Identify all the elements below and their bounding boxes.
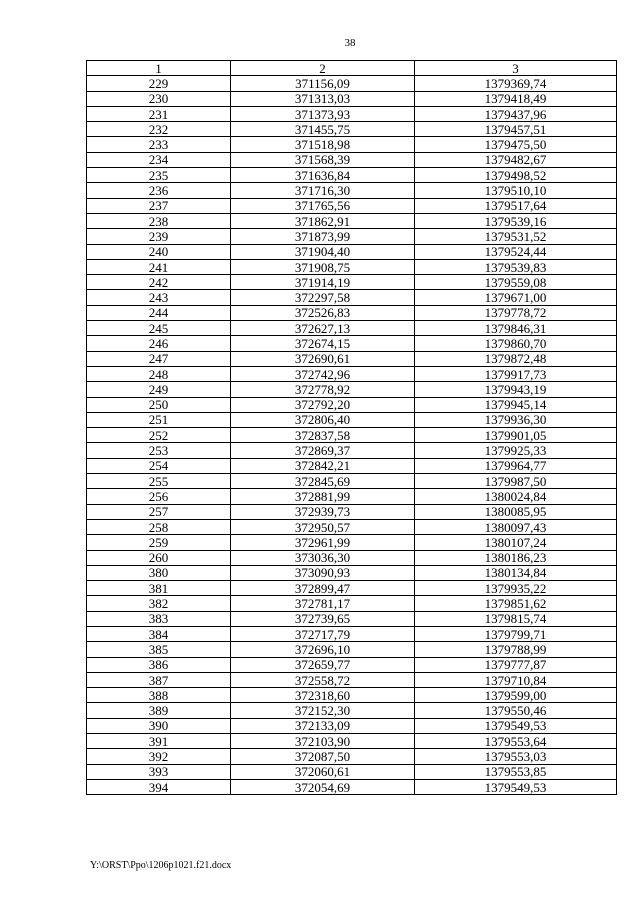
y-coordinate-cell: 1379945,14 — [415, 397, 617, 412]
table-row — [87, 504, 617, 519]
column-header-1: 1 — [87, 61, 231, 76]
point-number-cell: 259 — [87, 535, 231, 550]
x-coordinate-cell: 371455,75 — [231, 122, 415, 137]
table-row — [87, 657, 617, 672]
y-coordinate-cell: 1379531,52 — [415, 229, 617, 244]
point-number-cell: 233 — [87, 137, 231, 152]
y-coordinate-cell: 1379964,77 — [415, 458, 617, 473]
y-coordinate-cell: 1379549,53 — [415, 779, 617, 794]
y-coordinate-cell: 1379553,85 — [415, 764, 617, 779]
point-number-cell: 237 — [87, 198, 231, 213]
y-coordinate-cell: 1379777,87 — [415, 657, 617, 672]
y-coordinate-cell: 1380134,84 — [415, 565, 617, 580]
y-coordinate-cell: 1379778,72 — [415, 305, 617, 320]
table-row — [87, 106, 617, 121]
point-number-cell: 246 — [87, 336, 231, 351]
y-coordinate-cell: 1379788,99 — [415, 642, 617, 657]
table-row — [87, 519, 617, 534]
table-row — [87, 734, 617, 749]
x-coordinate-cell: 372717,79 — [231, 626, 415, 641]
x-coordinate-cell: 372690,61 — [231, 351, 415, 366]
table-row — [87, 382, 617, 397]
table-row — [87, 397, 617, 412]
y-coordinate-cell: 1379872,48 — [415, 351, 617, 366]
point-number-cell: 260 — [87, 550, 231, 565]
point-number-cell: 240 — [87, 244, 231, 259]
x-coordinate-cell: 373036,30 — [231, 550, 415, 565]
point-number-cell: 257 — [87, 504, 231, 519]
y-coordinate-cell: 1379549,53 — [415, 718, 617, 733]
point-number-cell: 234 — [87, 152, 231, 167]
table-row — [87, 458, 617, 473]
y-coordinate-cell: 1379901,05 — [415, 428, 617, 443]
column-header-2: 2 — [231, 61, 415, 76]
point-number-cell: 251 — [87, 412, 231, 427]
y-coordinate-cell: 1379599,00 — [415, 688, 617, 703]
y-coordinate-cell: 1379457,51 — [415, 122, 617, 137]
x-coordinate-cell: 372842,21 — [231, 458, 415, 473]
point-number-cell: 242 — [87, 275, 231, 290]
y-coordinate-cell: 1379846,31 — [415, 321, 617, 336]
table-row — [87, 688, 617, 703]
y-coordinate-cell: 1379917,73 — [415, 366, 617, 381]
x-coordinate-cell: 372659,77 — [231, 657, 415, 672]
table-row — [87, 91, 617, 106]
point-number-cell: 229 — [87, 76, 231, 91]
table-row — [87, 183, 617, 198]
point-number-cell: 230 — [87, 91, 231, 106]
table-row — [87, 565, 617, 580]
x-coordinate-cell: 372778,92 — [231, 382, 415, 397]
point-number-cell: 254 — [87, 458, 231, 473]
x-coordinate-cell: 371914,19 — [231, 275, 415, 290]
x-coordinate-cell: 371636,84 — [231, 168, 415, 183]
point-number-cell: 381 — [87, 581, 231, 596]
x-coordinate-cell: 372845,69 — [231, 474, 415, 489]
table-row — [87, 672, 617, 687]
table-row — [87, 321, 617, 336]
y-coordinate-cell: 1379510,10 — [415, 183, 617, 198]
y-coordinate-cell: 1379369,74 — [415, 76, 617, 91]
y-coordinate-cell: 1379851,62 — [415, 596, 617, 611]
y-coordinate-cell: 1380107,24 — [415, 535, 617, 550]
table-row — [87, 168, 617, 183]
point-number-cell: 241 — [87, 259, 231, 274]
table-row — [87, 76, 617, 91]
table-row — [87, 718, 617, 733]
point-number-cell: 394 — [87, 779, 231, 794]
table-row — [87, 366, 617, 381]
point-number-cell: 244 — [87, 305, 231, 320]
table-header — [87, 61, 617, 76]
table-row — [87, 596, 617, 611]
table-row — [87, 290, 617, 305]
table-row — [87, 703, 617, 718]
y-coordinate-cell: 1379671,00 — [415, 290, 617, 305]
table-row — [87, 229, 617, 244]
point-number-cell: 382 — [87, 596, 231, 611]
table-row — [87, 137, 617, 152]
table-row — [87, 152, 617, 167]
y-coordinate-cell: 1379987,50 — [415, 474, 617, 489]
x-coordinate-cell: 371313,03 — [231, 91, 415, 106]
table-body — [87, 76, 617, 795]
x-coordinate-cell: 372950,57 — [231, 519, 415, 534]
x-coordinate-cell: 371908,75 — [231, 259, 415, 274]
table-row — [87, 535, 617, 550]
x-coordinate-cell: 371156,09 — [231, 76, 415, 91]
x-coordinate-cell: 372103,90 — [231, 734, 415, 749]
point-number-cell: 386 — [87, 657, 231, 672]
table-row — [87, 749, 617, 764]
y-coordinate-cell: 1379539,83 — [415, 259, 617, 274]
x-coordinate-cell: 371862,91 — [231, 213, 415, 228]
footer-file-path: Y:\ORST\Ppo\1206p1021.f21.docx — [90, 860, 232, 871]
point-number-cell: 387 — [87, 672, 231, 687]
point-number-cell: 243 — [87, 290, 231, 305]
point-number-cell: 383 — [87, 611, 231, 626]
y-coordinate-cell: 1380024,84 — [415, 489, 617, 504]
y-coordinate-cell: 1379559,08 — [415, 275, 617, 290]
y-coordinate-cell: 1380085,95 — [415, 504, 617, 519]
table-row — [87, 443, 617, 458]
table-row — [87, 305, 617, 320]
x-coordinate-cell: 372087,50 — [231, 749, 415, 764]
y-coordinate-cell: 1379475,50 — [415, 137, 617, 152]
y-coordinate-cell: 1379925,33 — [415, 443, 617, 458]
x-coordinate-cell: 372297,58 — [231, 290, 415, 305]
x-coordinate-cell: 372627,13 — [231, 321, 415, 336]
x-coordinate-cell: 372526,83 — [231, 305, 415, 320]
x-coordinate-cell: 372881,99 — [231, 489, 415, 504]
coordinates-table — [86, 60, 617, 795]
x-coordinate-cell: 372133,09 — [231, 718, 415, 733]
x-coordinate-cell: 372806,40 — [231, 412, 415, 427]
x-coordinate-cell: 372869,37 — [231, 443, 415, 458]
table-row — [87, 336, 617, 351]
point-number-cell: 236 — [87, 183, 231, 198]
table-row — [87, 626, 617, 641]
x-coordinate-cell: 372054,69 — [231, 779, 415, 794]
point-number-cell: 258 — [87, 519, 231, 534]
y-coordinate-cell: 1379943,19 — [415, 382, 617, 397]
point-number-cell: 235 — [87, 168, 231, 183]
x-coordinate-cell: 371873,99 — [231, 229, 415, 244]
table-row — [87, 122, 617, 137]
table-row — [87, 581, 617, 596]
point-number-cell: 232 — [87, 122, 231, 137]
table-row — [87, 642, 617, 657]
x-coordinate-cell: 371568,39 — [231, 152, 415, 167]
x-coordinate-cell: 372961,99 — [231, 535, 415, 550]
y-coordinate-cell: 1379418,49 — [415, 91, 617, 106]
point-number-cell: 391 — [87, 734, 231, 749]
point-number-cell: 393 — [87, 764, 231, 779]
table-header-row — [87, 61, 617, 76]
y-coordinate-cell: 1379550,46 — [415, 703, 617, 718]
table-row — [87, 198, 617, 213]
y-coordinate-cell: 1379517,64 — [415, 198, 617, 213]
x-coordinate-cell: 372674,15 — [231, 336, 415, 351]
y-coordinate-cell: 1379936,30 — [415, 412, 617, 427]
x-coordinate-cell: 372742,96 — [231, 366, 415, 381]
y-coordinate-cell: 1379498,52 — [415, 168, 617, 183]
table-row — [87, 550, 617, 565]
table-row — [87, 213, 617, 228]
point-number-cell: 247 — [87, 351, 231, 366]
y-coordinate-cell: 1379553,64 — [415, 734, 617, 749]
x-coordinate-cell: 372792,20 — [231, 397, 415, 412]
table-row — [87, 764, 617, 779]
point-number-cell: 248 — [87, 366, 231, 381]
point-number-cell: 231 — [87, 106, 231, 121]
table-row — [87, 611, 617, 626]
point-number-cell: 255 — [87, 474, 231, 489]
table-row — [87, 779, 617, 794]
y-coordinate-cell: 1379815,74 — [415, 611, 617, 626]
table-row — [87, 474, 617, 489]
point-number-cell: 245 — [87, 321, 231, 336]
page-number: 38 — [344, 37, 356, 49]
y-coordinate-cell: 1380097,43 — [415, 519, 617, 534]
point-number-cell: 256 — [87, 489, 231, 504]
table-row — [87, 351, 617, 366]
x-coordinate-cell: 372558,72 — [231, 672, 415, 687]
x-coordinate-cell: 372739,65 — [231, 611, 415, 626]
table-row — [87, 275, 617, 290]
x-coordinate-cell: 373090,93 — [231, 565, 415, 580]
x-coordinate-cell: 372318,60 — [231, 688, 415, 703]
y-coordinate-cell: 1379799,71 — [415, 626, 617, 641]
y-coordinate-cell: 1379860,70 — [415, 336, 617, 351]
x-coordinate-cell: 371518,98 — [231, 137, 415, 152]
x-coordinate-cell: 372781,17 — [231, 596, 415, 611]
point-number-cell: 392 — [87, 749, 231, 764]
x-coordinate-cell: 372939,73 — [231, 504, 415, 519]
x-coordinate-cell: 371716,30 — [231, 183, 415, 198]
y-coordinate-cell: 1379437,96 — [415, 106, 617, 121]
y-coordinate-cell: 1379710,84 — [415, 672, 617, 687]
y-coordinate-cell: 1379935,22 — [415, 581, 617, 596]
point-number-cell: 384 — [87, 626, 231, 641]
point-number-cell: 238 — [87, 213, 231, 228]
x-coordinate-cell: 372060,61 — [231, 764, 415, 779]
y-coordinate-cell: 1379539,16 — [415, 213, 617, 228]
point-number-cell: 253 — [87, 443, 231, 458]
x-coordinate-cell: 372696,10 — [231, 642, 415, 657]
x-coordinate-cell: 371904,40 — [231, 244, 415, 259]
y-coordinate-cell: 1379482,67 — [415, 152, 617, 167]
x-coordinate-cell: 372899,47 — [231, 581, 415, 596]
point-number-cell: 380 — [87, 565, 231, 580]
point-number-cell: 385 — [87, 642, 231, 657]
point-number-cell: 250 — [87, 397, 231, 412]
table-row — [87, 412, 617, 427]
point-number-cell: 249 — [87, 382, 231, 397]
y-coordinate-cell: 1379524,44 — [415, 244, 617, 259]
x-coordinate-cell: 372152,30 — [231, 703, 415, 718]
point-number-cell: 389 — [87, 703, 231, 718]
table-row — [87, 489, 617, 504]
table-row — [87, 244, 617, 259]
point-number-cell: 390 — [87, 718, 231, 733]
column-header-3: 3 — [415, 61, 617, 76]
x-coordinate-cell: 372837,58 — [231, 428, 415, 443]
point-number-cell: 388 — [87, 688, 231, 703]
x-coordinate-cell: 371765,56 — [231, 198, 415, 213]
y-coordinate-cell: 1379553,03 — [415, 749, 617, 764]
point-number-cell: 239 — [87, 229, 231, 244]
table-row — [87, 259, 617, 274]
x-coordinate-cell: 371373,93 — [231, 106, 415, 121]
y-coordinate-cell: 1380186,23 — [415, 550, 617, 565]
point-number-cell: 252 — [87, 428, 231, 443]
table-row — [87, 428, 617, 443]
